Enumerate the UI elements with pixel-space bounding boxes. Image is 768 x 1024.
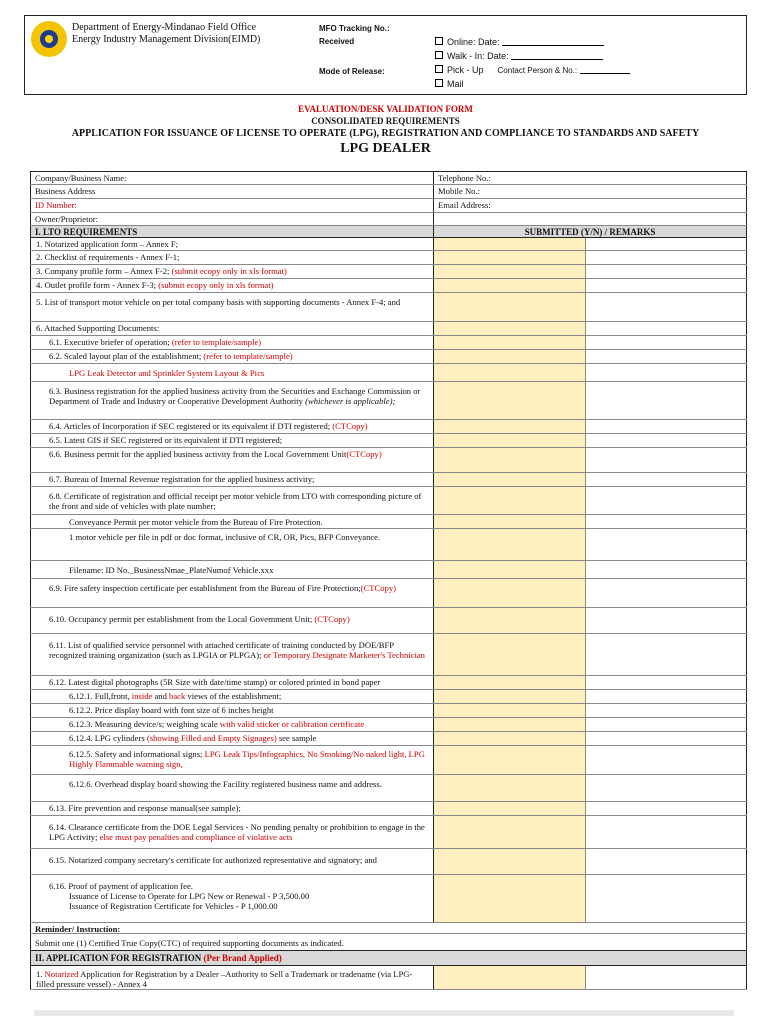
remarks-cell[interactable] (586, 875, 747, 922)
header-box (24, 15, 747, 95)
footer-line (34, 1010, 734, 1016)
requirement-row (30, 802, 747, 816)
requirement-row (30, 816, 747, 849)
requirement-row (30, 529, 747, 561)
remarks-cell[interactable] (586, 336, 747, 349)
reminder-text-row: Submit one (1) Certified True Copy(CTC) of required supporting documents as indicated. (30, 934, 747, 951)
requirement-text: 6.1. Executive briefer of operation; (refer to template/sample) (30, 336, 434, 349)
submitted-cell[interactable] (434, 608, 586, 633)
release-mail[interactable]: Mail (435, 79, 464, 89)
submitted-cell[interactable] (434, 336, 586, 349)
release-pick-up[interactable]: Pick - Up Contact Person & No.: (435, 65, 630, 75)
requirement-text: 6.5. Latest GIS if SEC registered or its equivalent if DTI registered; (30, 434, 434, 447)
checkbox-icon[interactable] (435, 51, 443, 59)
submitted-cell[interactable] (434, 382, 586, 419)
remarks-cell[interactable] (586, 676, 747, 689)
requirement-row (30, 265, 747, 279)
requirement-text: 6.9. Fire safety inspection certificate per establishment from the Bureau of Fire Protection;(CTCopy) (30, 579, 434, 607)
requirement-text: 6.6. Business permit for the applied business activity from the Local Government Unit(CTCopy) (30, 448, 434, 472)
release-online[interactable]: Online: Date: (435, 37, 604, 47)
requirement-row (30, 775, 747, 802)
requirement-text: 6.12.5. Safety and informational signs; LPG Leak Tips/Infographics, No Smoking/No naked light, LPG Highly Flammable warning sign, (30, 746, 434, 774)
info-row-address: Business Address Mobile No.: (30, 185, 747, 199)
requirement-text: 6.12.1. Full,front, inside and back views of the establishment; (30, 690, 434, 703)
remarks-cell[interactable] (586, 473, 747, 486)
requirement-row (30, 364, 747, 382)
form-subtitle: CONSOLIDATED REQUIREMENTS (311, 116, 460, 126)
requirement-text: 6.16. Proof of payment of application fee. Issuance of License to Operate for LPG New or Renewal - P 3,500.00 Issuance of Registration Certificate for Vehicles - P 1,000.00 (30, 875, 434, 922)
submitted-cell[interactable] (434, 420, 586, 433)
release-walk-in[interactable]: Walk - In: Date: (435, 51, 603, 61)
requirement-row (30, 350, 747, 364)
requirement-text: 1. Notarized application form – Annex F; (30, 238, 434, 250)
submitted-cell[interactable] (434, 816, 586, 848)
remarks-cell[interactable] (586, 279, 747, 292)
remarks-cell[interactable] (586, 704, 747, 717)
requirement-text: 4. Outlet profile form - Annex F-3; (submit ecopy only in xls format) (30, 279, 434, 292)
remarks-cell[interactable] (586, 849, 747, 874)
requirement-row (30, 875, 747, 923)
submitted-cell[interactable] (434, 875, 586, 922)
info-row-company: Company/Business Name: Telephone No.: (30, 171, 747, 185)
requirement-row (30, 561, 747, 579)
remarks-cell[interactable] (586, 515, 747, 528)
section2-item-1: 1. Notarized Application for Registration by a Dealer –Authority to Sell a Trademark or tradename (via LPG-filled pressure vessel) - Annex 4 (30, 966, 747, 990)
requirement-text: 2. Checklist of requirements - Annex F-1; (30, 251, 434, 264)
requirement-row (30, 704, 747, 718)
requirement-text: 6.2. Scaled layout plan of the establishment; (refer to template/sample) (30, 350, 434, 363)
remarks-cell[interactable] (586, 293, 747, 321)
requirement-text: 6.8. Certificate of registration and official receipt per motor vehicle from LTO with corresponding picture of the front and side of vehicles with plate number; (30, 487, 434, 514)
remarks-cell[interactable] (586, 746, 747, 774)
remarks-cell[interactable] (586, 561, 747, 578)
submitted-cell[interactable] (434, 364, 586, 381)
submitted-cell[interactable] (434, 293, 586, 321)
remarks-cell[interactable] (586, 350, 747, 363)
requirement-text: Conveyance Permit per motor vehicle from the Bureau of Fire Protection. (30, 515, 434, 528)
requirement-row (30, 279, 747, 293)
info-row-owner: Owner/Proprietor: (30, 213, 747, 226)
submitted-cell[interactable] (434, 473, 586, 486)
submitted-cell[interactable] (434, 322, 586, 335)
remarks-cell[interactable] (586, 434, 747, 447)
requirement-row (30, 676, 747, 690)
checkbox-icon[interactable] (435, 65, 443, 73)
remarks-cell[interactable] (586, 775, 747, 801)
submitted-cell[interactable] (434, 775, 586, 801)
submitted-cell[interactable] (434, 802, 586, 815)
requirement-text: 6.13. Fire prevention and response manual(see sample); (30, 802, 434, 815)
submitted-cell[interactable] (434, 238, 586, 250)
requirement-row (30, 732, 747, 746)
submitted-cell[interactable] (434, 676, 586, 689)
submitted-cell[interactable] (434, 732, 586, 745)
submitted-cell[interactable] (434, 251, 586, 264)
form-titles (24, 103, 747, 158)
requirement-text: 3. Company profile form – Annex F-2; (submit ecopy only in xls format) (30, 265, 434, 278)
requirement-text: 6.12.6. Overhead display board showing the Facility registered business name and address. (30, 775, 434, 801)
submitted-cell[interactable] (434, 704, 586, 717)
requirement-row (30, 515, 747, 529)
remarks-cell[interactable] (586, 718, 747, 731)
application-title: APPLICATION FOR ISSUANCE OF LICENSE TO OPERATE (LPG), REGISTRATION AND COMPLIANCE TO STANDARDS AND SAFETY (71, 128, 700, 139)
remarks-cell[interactable] (586, 420, 747, 433)
submitted-cell[interactable] (434, 529, 586, 560)
submitted-cell[interactable] (434, 718, 586, 731)
requirement-rows (30, 238, 747, 923)
requirement-text: 6. Attached Supporting Documents: (30, 322, 434, 335)
requirement-row (30, 579, 747, 608)
requirement-text: 6.15. Notarized company secretary's certificate for authorized representative and signatory; and (30, 849, 434, 874)
remarks-cell[interactable] (586, 238, 747, 250)
submitted-cell[interactable] (434, 561, 586, 578)
requirement-text: 6.14. Clearance certificate from the DOE Legal Services - No pending penalty or prohibition to engage in the LPG Activity; else must pay penalties and compliance of violative acts (30, 816, 434, 848)
requirement-row (30, 293, 747, 322)
remarks-cell[interactable] (586, 802, 747, 815)
remarks-cell[interactable] (586, 382, 747, 419)
requirement-row (30, 336, 747, 350)
doe-logo (31, 21, 67, 57)
remarks-cell[interactable] (586, 529, 747, 560)
requirement-text: 6.10. Occupancy permit per establishment from the Local Government Unit; (CTCopy) (30, 608, 434, 633)
reminder-label-row: Reminder/ Instruction: (30, 923, 747, 934)
requirement-row (30, 473, 747, 487)
remarks-cell[interactable] (586, 579, 747, 607)
requirement-text: 6.4. Articles of Incorporation if SEC registered or its equivalent if DTI registered; (CTCopy) (30, 420, 434, 433)
requirement-row (30, 434, 747, 448)
requirement-row (30, 487, 747, 515)
remarks-cell[interactable] (586, 608, 747, 633)
received-label: Received (319, 37, 355, 46)
remarks-cell[interactable] (586, 966, 747, 989)
requirement-text: 6.12.2. Price display board with font size of 6 inches height (30, 704, 434, 717)
requirement-row (30, 251, 747, 265)
requirements-table (30, 171, 747, 990)
requirement-row (30, 746, 747, 775)
remarks-cell[interactable] (586, 322, 747, 335)
remarks-cell[interactable] (586, 732, 747, 745)
dealer-title: LPG DEALER (340, 141, 431, 156)
requirement-row (30, 322, 747, 336)
submitted-cell[interactable] (434, 350, 586, 363)
info-row-id: ID Number: Email Address: (30, 199, 747, 213)
submitted-cell[interactable] (434, 265, 586, 278)
submitted-cell[interactable] (434, 487, 586, 514)
checkbox-icon[interactable] (435, 37, 443, 45)
requirement-row (30, 238, 747, 251)
remarks-cell[interactable] (586, 448, 747, 472)
remarks-cell[interactable] (586, 364, 747, 381)
checkbox-icon[interactable] (435, 79, 443, 87)
requirement-text: 6.12.3. Measuring device/s; weighing scale with valid sticker or calibration certificate (30, 718, 434, 731)
submitted-cell[interactable] (434, 434, 586, 447)
submitted-cell[interactable] (434, 690, 586, 703)
requirement-row (30, 849, 747, 875)
remarks-cell[interactable] (586, 251, 747, 264)
remarks-cell[interactable] (586, 487, 747, 514)
requirement-text: 6.12. Latest digital photographs (5R Size with date/time stamp) or colored printed in bond paper (30, 676, 434, 689)
submitted-cell[interactable] (434, 448, 586, 472)
requirement-text: Filename: ID No._BusinessNmae_PlateNumof Vehicle.xxx (30, 561, 434, 578)
submitted-cell[interactable] (434, 279, 586, 292)
section1-header: I. LTO REQUIREMENTS SUBMITTED (Y/N) / REMARKS (30, 226, 747, 238)
remarks-cell[interactable] (586, 265, 747, 278)
submitted-cell[interactable] (434, 849, 586, 874)
office-name: Department of Energy-Mindanao Field Office Energy Industry Management Division(EIMD) (72, 22, 261, 45)
requirement-text: 6.11. List of qualified service personnel with attached certificate of training conducted by DOE/BFP recognized training organization (such as LPGIA or PLPGA); or Temporary Designate Marketer's Technician (30, 634, 434, 675)
requirement-text: 6.3. Business registration for the applied business activity from the Securities and Exchange Commission or Department of Trade and Industry or Cooperative Development Authority (whichever is applicable); (30, 382, 434, 419)
requirement-row (30, 448, 747, 473)
submitted-cell[interactable] (434, 634, 586, 675)
mode-of-release-label: Mode of Release: (319, 67, 385, 76)
submitted-cell[interactable] (434, 579, 586, 607)
remarks-cell[interactable] (586, 634, 747, 675)
requirement-text: LPG Leak Detector and Sprinkler System Layout & Pics (30, 364, 434, 381)
requirement-row (30, 382, 747, 420)
requirement-text: 6.7. Bureau of Internal Revenue registration for the applied business activity; (30, 473, 434, 486)
requirement-row (30, 608, 747, 634)
submitted-cell[interactable] (434, 746, 586, 774)
mfo-tracking-label: MFO Tracking No.: (319, 24, 390, 33)
requirement-text: 6.12.4. LPG cylinders (showing Filled and Empty Signages) see sample (30, 732, 434, 745)
submitted-cell[interactable] (434, 966, 586, 989)
requirement-row (30, 690, 747, 704)
submitted-cell[interactable] (434, 515, 586, 528)
remarks-cell[interactable] (586, 816, 747, 848)
section2-header: II. APPLICATION FOR REGISTRATION (Per Brand Applied) (30, 951, 747, 966)
requirement-text: 1 motor vehicle per file in pdf or doc format, inclusive of CR, OR, Pics, BFP Conveyance. (30, 529, 434, 560)
remarks-cell[interactable] (586, 690, 747, 703)
requirement-row (30, 420, 747, 434)
requirement-text: 5. List of transport motor vehicle on per total company basis with supporting documents - Annex F-4; and (30, 293, 434, 321)
requirement-row (30, 634, 747, 676)
form-title: EVALUATION/DESK VALIDATION FORM (298, 104, 473, 114)
requirement-row (30, 718, 747, 732)
